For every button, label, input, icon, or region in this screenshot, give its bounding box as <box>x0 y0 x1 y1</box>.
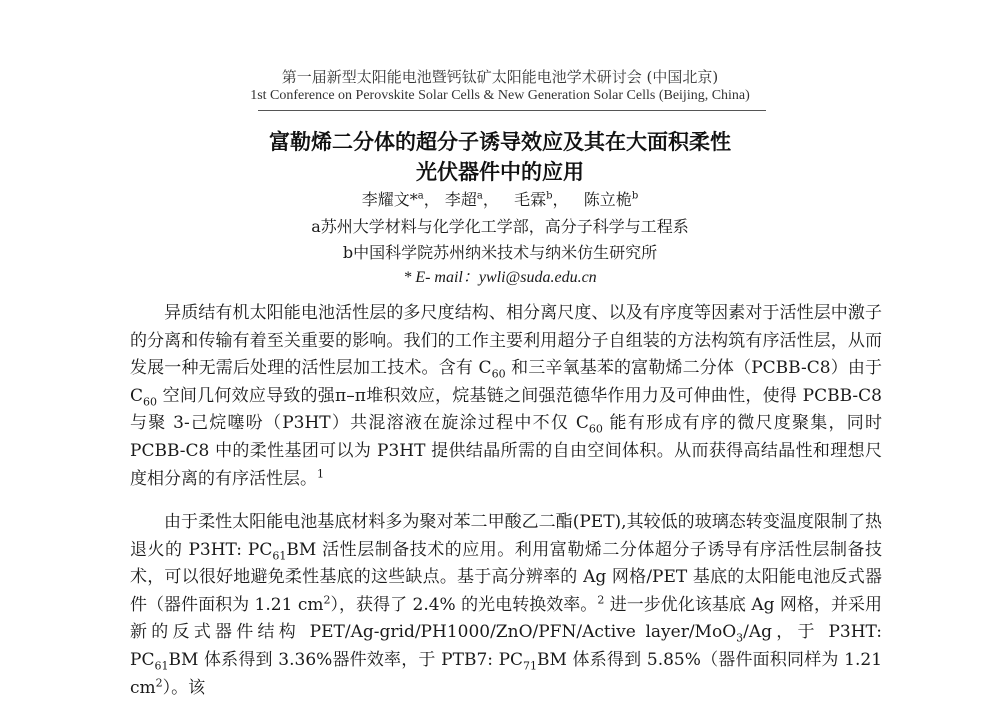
reference-mark: 2 <box>597 593 605 607</box>
body-paragraph-1: 异质结有机太阳能电池活性层的多尺度结构、相分离尺度、以及有序度等因素对于活性层中激子的分离和传输有着至关重要的影响。我们的工作主要利用超分子自组装的方法构筑有序活性层，从而发展一种无需后处理的活性层加工技术。含有 $C_{60}$ 和三辛氧基苯的富勒烯二分体（PCBB-C8）由于 $C_{60}$ 空间几何效应导致的强π–π堆积效应，烷基链之间强范德华作用力及可伸曲性，使得 PCBB-C8 与聚 3-己烷噻吩（P3HT）共混溶液在旋涂过程中不仅 $C_{60}$ 能有形成有序的微尺度聚集，同时 PCBB-C8 中的柔性基团可以为 P3HT 提供结晶所需的自由空间体积。从而获得高结晶性和理想尺度相分离的有序活性层。$^1$ <box>130 303 882 489</box>
paper-title-line1: 富勒烯二分体的超分子诱导效应及其在大面积柔性 <box>269 130 731 154</box>
conference-header-en: 1st Conference on Perovskite Solar Cells & New Generation Solar Cells (Beijing, China) <box>250 88 750 103</box>
contact-email: * E- mail：ywli@suda.edu.cn <box>403 269 597 286</box>
author-name: 陈立桅 <box>583 190 632 209</box>
author-affiliation-mark: b <box>546 190 553 202</box>
paper-title-line2: 光伏器件中的应用 <box>416 160 584 184</box>
author-list: 李耀文*$^a$， 李超$^a$， 毛霖$^b$， 陈立桅$^b$ <box>361 190 639 209</box>
author-name: 毛霖 <box>514 190 547 209</box>
body-paragraph-2: 由于柔性太阳能电池基底材料多为聚对苯二甲酸乙二酯(PET),其较低的玻璃态转变温度限制了热退火的 P3HT: $PC_{61}BM$ 活性层制备技术的应用。利用富勒烯二分体超分子诱导有序活性层制备技术，可以很好地避免柔性基底的这些缺点。基于高分辨率的 Ag 网格/PET 基底的太阳能电池反式器件（器件面积为 1.21 $cm^2$），获得了 2.4% 的光电转换效率。$^2$ 进一步优化该基底 Ag 网格，并采用新的反式器件结构 PET/Ag-grid/PH1000/ZnO/PFN/Active layer/MoO$_3$/Ag，于 P3HT: $PC_{61}BM$ 体系得到 3.36%器件效率，于 PTB7: $PC_{71}BM$ 体系得到 5.85%（器件面积同样为 1.21 $cm^2$）。该 <box>130 512 883 698</box>
affiliation-a: a苏州大学材料与化学化工学部，高分子科学与工程系 <box>311 217 689 236</box>
reference-mark: 1 <box>317 466 324 480</box>
header-rule <box>258 110 766 111</box>
conference-header-cn: 第一届新型太阳能电池暨钙钛矿太阳能电池学术研讨会 (中国北京) <box>281 68 719 86</box>
author-affiliation-mark: b <box>631 190 639 202</box>
author-name: 李耀文* <box>361 190 418 209</box>
author-affiliation-mark: a <box>476 190 483 202</box>
author-name: 李超 <box>444 190 477 209</box>
affiliation-b: b中国科学院苏州纳米技术与纳米仿生研究所 <box>342 243 658 262</box>
author-affiliation-mark: a <box>417 190 424 202</box>
